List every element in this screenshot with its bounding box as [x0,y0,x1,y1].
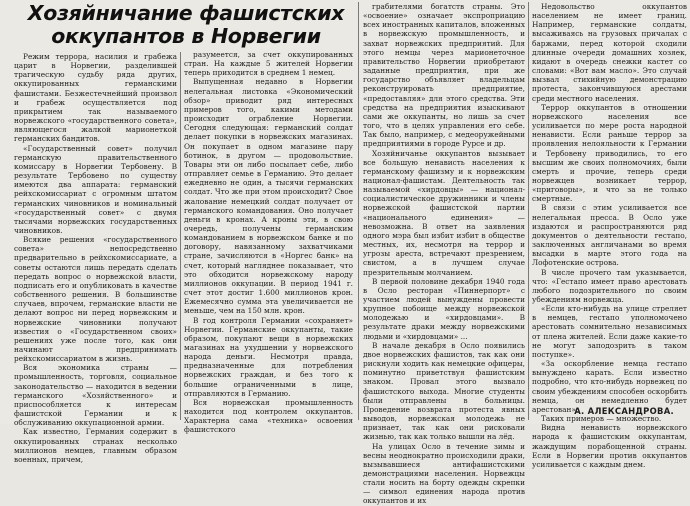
paragraph: В начале декабря в Осло появились двое норвежских фашистов, так как они рискнули ходить как немецкие офицеры, поминутно приветствуя фашистским знаком. Провал этого вызвало фашистского выхода. Многие студенты были отправлены в больницы. Проведение возврата протеста явных выводов, норвежская молодежь не признает, так как они рисковали жизнью, так как только вышли на лёд. [363,340,525,442]
paragraph: На улицах Осло в течение зимы и весны неоднократно происходили драки, вызывавшиеся антифашистскими демонстрациями населения. Норвежцы стали носить на борту одежды скрепки — символ единения народа против оккупантов и их [363,441,525,506]
text-column-2 [184,50,353,435]
paragraph: Видна ненависть норвежского народа к фашистским оккупантам, жаждущим порабощенной страны. Если в Норвегии против оккупантов усиливается с каждым днем. [532,423,687,469]
paragraph: «Государственный совет» получил германскую правительственного комиссару в Норвегии Тербовену. В результате Тербовено по существу имеются два аппарата: германский рейхскомиссариат с огромным штатом германских чиновников и номинальный «государственный совет» с двумя тысячами норвежских государственных чиновников. [14,143,177,235]
text-column-4 [532,2,687,469]
paragraph: В связи с этим усиливается все нелегальная пресса. В Осло уже издаются и распространяются ряд документов о деятельности гестапо, заключенных англичанами во время высадки в марте этого года на Лофотенские острова. [532,203,687,268]
paragraph: Хозяйничанье оккупантов вызывает все большую ненависть населения к германскому фашизму и к норвежским национал-фашистам. Деятельность так называемой «хирдовцы» — национал-социалистическое дружинники и члены норвежской фашистской партии «национального единения» — невозможна. В ответ на заявления одного мэра был избит избит в обществе местных, их, несмотря на террор и угрозы ареста, встречают презрением, свистом, а в лучшем случае презрительным молчанием. [363,148,525,277]
text-column-3 [363,2,525,506]
paragraph: Террор оккупантов в отношении норвежского населения все усиливается по мере роста народной ненависти. Если раньше террор за проявления нелояльности к Германии и Тербовену приводились, то его высшим же своих полномочиях, были смерть и прочие, теперь среди норвежцев возникает террор, «приговоры», и что за не только смертные. [532,102,687,204]
paragraph: В год контроля Германии «сохраняет» Норвегии. Германские оккупанты, такие образом, покупают вещи в норвежских магазинах на ухудшении у норвежского народа деньги. Несмотря правда, предназначенные для потребления норвежских граждан, и без того к большие ограниченными в лице, отправляются в Германию. [184,315,353,398]
paragraph: «За оскорбление немца гестапо вынуждено карать. Если известно подробно, что кто-нибудь норвежец по своим убеждениям способен оскорбить немца, он немедленно будет арестован». [532,359,687,414]
paragraph: «Если кто-нибудь на улице стреляет в немцев, гестапо уполномочено арестовать сомнительно независимых от плена жителей. Если даже какие-то не могут заподозрить в таком поступке». [532,304,687,359]
paragraph: грабителями богатств страны. Это «освоение» означает экспроприацию всех иностранных капиталов, вложенных в норвежскую промышленность, и захват норвежских предприятий. Для этого немцы через марионеточное правительство Норвегии приобретают заданные предприятия, при же государство объявляет владельцам реконструировать предприятие, «предоставляя» для этого средства. Эти средства на предприятия изыскивают сами же оккупанты, но лишь за счет того, что в целях управления его себе. Так было, например, с медеоружейными предприятиями в городе Рурсе и др. [363,2,525,149]
headline-line-2: оккупантов в Норвегии [51,24,321,48]
paragraph: Вся экономика страны — промышленность, торговля, социальное законодательство — находится в ведении германского «Хозяйственного» и приспособляется к интересам фашистской Германии и к обслуживанию оккупационной армии. [14,363,177,428]
paragraph: разумеется, за счет оккупированных стран. На каждые 5 жителей Норвегии теперь приходится в среднем 1 немец. [184,50,353,78]
column-rule [528,2,529,420]
paragraph: В числе прочего там указывается, что: «Гестапо имеет право арестовать любого подозрительного по своим убеждениям норвежца. [532,267,687,304]
paragraph: Недовольство оккупантов населением не имеет границ. Например, германские солдаты, высаживаясь на грузовых причалах с баржами, перед которой сходили длинные очереди домашних хозяек, кидают в очередь снежки кастет со словами: «Вот вам масло». Это случай вызвал стихийную демонстрацию протеста, закончившуюся арестами среди местного населения. [532,2,687,103]
paragraph: Вся норвежская промышленность находится под контролем оккупантов. Характерна сама «техника» освоения фашистского [184,397,353,435]
text-column-1 [14,52,177,464]
paragraph: Всякие решения «государственного совета» непосредственно предварительно в рейхскомиссариате, а советы остаются лишь передать сделать передать вопрос о норвежской власти, подписать его и опубликовать в качестве собственного решения. В большинстве случаев, впрочем, германские власти не делают вопрос ни перед норвежским и норвежские чиновники получают известия о «Государственном своих» решениях уже после того, как они начинают предпринимать рейхскомиссариатом в жизнь. [14,235,177,364]
column-rule [358,2,359,420]
paragraph: Режим террора, насилия и грабежа царит в Норвегии, разделившей трагическую судьбу ряда других, оккупированных германскими фашистами. Безжестечнейший произвол и грабеж осуществляется под прикрытием так называемого норвежского «государственного совета», являющегося жалкой марионеткой германских бандитов. [14,52,177,144]
paragraph: Как известно, Германия содержит в оккупированных странах несколько миллионов немцев, главным образом военных, причем, [14,427,177,464]
paragraph: Таких примеров — множество. [541,414,662,424]
column-rule [180,52,181,420]
author-signature: А. АЛЕКСАНДРОВА. [574,406,674,416]
article-headline [14,2,358,48]
paragraph: Выпущенная недавно в Норвегии нелегальная листовка «Экономический обзор» приводит ряд интересных примеров того, какими методами происходит ограбление Норвегии. Сегодня следующая: германский солдат делает покупки в норвежских магазинах. Он покупает в одном магазине пару ботинок, в другом — продовольствие. Товары эти он либо посылает себе, либо отправляет семье в Германию. Это делает ежедневно не один, а тысячи германских солдат. Что же при этом происходит? Свое жалование немецкий солдат получает от германского командования. Оно получает деньги в кронах. А кроны эти, в свою очередь, получены германским командованием в норвежском банке и по договору, навязанному захватчиками стране, зачисляются в «Норгес банк» на счет, который нагляднее показывает, что это обходится норвежскому народу миллионов оккупации. В период 1941 г. счет этот достиг 1.600 миллионов крон. Ежемесячно сумма эта увеличивается не меньше, чем на 150 млн. крон. [184,77,353,316]
headline-line-1: Хозяйничание фашистских [27,1,345,25]
paragraph: В первой половине декабря 1940 года в Осло ресторан «Пиннерпорт» с участием людей вынуждены провести крупное побоище между норвежской молодежью и «хирдовцами». В результате драки между норвежскими людьми и «хирдовцами» ... [363,276,525,341]
